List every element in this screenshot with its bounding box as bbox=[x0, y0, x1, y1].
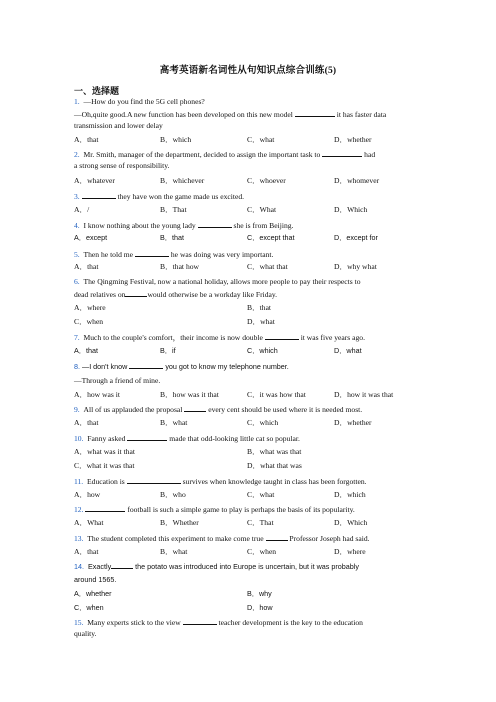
option-b[interactable]: B．why bbox=[247, 589, 272, 598]
option-c[interactable]: C．when bbox=[74, 603, 104, 612]
option-c[interactable]: C．whoever bbox=[247, 176, 286, 185]
answer-blank bbox=[265, 332, 299, 340]
question-5-stem: 5. Then he told me he was doing was very important. bbox=[74, 250, 274, 259]
option-a[interactable]: A．that bbox=[74, 418, 99, 427]
answer-blank bbox=[82, 191, 116, 199]
answer-blank bbox=[127, 433, 167, 441]
option-d[interactable]: D．why what bbox=[334, 262, 377, 271]
option-b[interactable]: B．who bbox=[160, 490, 186, 499]
option-a[interactable]: A．that bbox=[74, 547, 99, 556]
answer-blank bbox=[85, 504, 125, 512]
answer-blank bbox=[295, 109, 335, 117]
question-6-stem: 6. The Qingming Festival, now a national holiday, allows more people to pay their respects to bbox=[74, 277, 361, 286]
option-c[interactable]: C．it was how that bbox=[247, 390, 306, 399]
option-d[interactable]: D．what bbox=[247, 317, 275, 326]
question-15-line-2: quality. bbox=[74, 629, 97, 638]
question-12-stem: 12. football is such a simple game to play is perhaps the basis of its popularity. bbox=[74, 505, 355, 514]
option-c[interactable]: C．which bbox=[247, 346, 278, 355]
question-4-stem: 4. I know nothing about the young lady she is from Beijing. bbox=[74, 221, 294, 230]
option-a[interactable]: A．/ bbox=[74, 205, 90, 214]
option-a[interactable]: A．where bbox=[74, 303, 106, 312]
option-d[interactable]: D．what bbox=[334, 346, 362, 355]
question-2-stem: 2. Mr. Smith, manager of the department, decided to assign the important task to had bbox=[74, 150, 376, 159]
answer-blank bbox=[183, 617, 217, 625]
option-c[interactable]: C．what that bbox=[247, 262, 288, 271]
question-11-stem: 11. Education is survives when knowledge taught in class has been forgotten. bbox=[74, 477, 367, 486]
option-b[interactable]: B．how was it that bbox=[160, 390, 219, 399]
question-1-line-2: —Oh,quite good.A new function has been developed on this new model it has faster data bbox=[74, 110, 387, 119]
option-b[interactable]: B．that how bbox=[160, 262, 200, 271]
option-b[interactable]: B．that bbox=[160, 233, 184, 242]
option-b[interactable]: B．whichever bbox=[160, 176, 205, 185]
answer-blank bbox=[135, 249, 169, 257]
question-8-line-2: —Through a friend of mine. bbox=[74, 376, 161, 385]
option-d[interactable]: D．whether bbox=[334, 418, 372, 427]
question-1-stem: 1. —How do you find the 5G cell phones? bbox=[74, 97, 205, 106]
option-b[interactable]: B．if bbox=[160, 346, 176, 355]
option-a[interactable]: A．that bbox=[74, 135, 99, 144]
option-d[interactable]: D．what that was bbox=[247, 461, 302, 470]
section-heading: 一、选择题 bbox=[74, 86, 120, 96]
option-c[interactable]: C．except that bbox=[247, 233, 295, 242]
answer-blank bbox=[111, 561, 133, 569]
option-c[interactable]: C．when bbox=[247, 547, 277, 556]
answer-blank bbox=[125, 289, 147, 297]
option-c[interactable]: C．What bbox=[247, 205, 277, 214]
option-a[interactable]: A．whatever bbox=[74, 176, 115, 185]
option-c[interactable]: C．what it was that bbox=[74, 461, 135, 470]
option-a[interactable]: A．that bbox=[74, 262, 99, 271]
option-b[interactable]: B．That bbox=[160, 205, 187, 214]
option-b[interactable]: B．what bbox=[160, 547, 188, 556]
question-7-stem: 7. Much to the couple's comfort，their income is now double it was five years ago. bbox=[74, 333, 366, 342]
option-a[interactable]: A．that bbox=[74, 346, 98, 355]
question-3-stem: 3. they have won the game made us excited. bbox=[74, 192, 245, 201]
option-b[interactable]: B．what was that bbox=[247, 447, 302, 456]
option-c[interactable]: C．which bbox=[247, 418, 279, 427]
option-d[interactable]: D．Which bbox=[334, 205, 368, 214]
answer-blank bbox=[322, 149, 362, 157]
question-6-line-2: dead relatives on would otherwise be a workday like Friday. bbox=[74, 290, 278, 299]
option-d[interactable]: D．whomever bbox=[334, 176, 380, 185]
question-14-line-2: around 1565. bbox=[74, 575, 117, 584]
option-a[interactable]: A．What bbox=[74, 518, 104, 527]
answer-blank bbox=[127, 476, 181, 484]
option-a[interactable]: A．whether bbox=[74, 589, 112, 598]
page-title: 高考英语新名词性从句知识点综合训练(5) bbox=[159, 66, 337, 76]
option-d[interactable]: D．whether bbox=[334, 135, 372, 144]
question-14-stem: 14. Exactly the potato was introduced into Europe is uncertain, but it was probably bbox=[74, 562, 359, 571]
option-b[interactable]: B．Whether bbox=[160, 518, 199, 527]
question-9-stem: 9. All of us applauded the proposal every cent should be used where it is needed most. bbox=[74, 405, 363, 414]
answer-blank bbox=[184, 404, 206, 412]
option-d[interactable]: D．how bbox=[247, 603, 273, 612]
option-d[interactable]: D．how it was that bbox=[334, 390, 394, 399]
answer-blank bbox=[129, 361, 163, 369]
option-a[interactable]: A．except bbox=[74, 233, 108, 242]
option-d[interactable]: D．Which bbox=[334, 518, 368, 527]
option-d[interactable]: D．except for bbox=[334, 233, 378, 242]
option-a[interactable]: A．what was it that bbox=[74, 447, 135, 456]
option-d[interactable]: D．where bbox=[334, 547, 366, 556]
question-1-line-3: transmission and lower delay bbox=[74, 121, 163, 130]
option-c[interactable]: C．what bbox=[247, 135, 275, 144]
question-13-stem: 13. The student completed this experiment to make come true Professor Joseph had said. bbox=[74, 534, 370, 543]
option-b[interactable]: B．which bbox=[160, 135, 192, 144]
question-15-stem: 15. Many experts stick to the view teacher development is the key to the education bbox=[74, 618, 363, 627]
question-10-stem: 10. Fanny asked made that odd-looking little cat so popular. bbox=[74, 434, 300, 443]
option-a[interactable]: A．how bbox=[74, 490, 101, 499]
option-c[interactable]: C．what bbox=[247, 490, 275, 499]
option-b[interactable]: B．that bbox=[247, 303, 272, 312]
question-8-stem: 8. —I don't know you got to know my telephone number. bbox=[74, 362, 289, 371]
answer-blank bbox=[198, 220, 232, 228]
question-2-line-2: a strong sense of responsibility. bbox=[74, 161, 170, 170]
option-b[interactable]: B．what bbox=[160, 418, 188, 427]
option-a[interactable]: A．how was it bbox=[74, 390, 120, 399]
option-c[interactable]: C．when bbox=[74, 317, 104, 326]
option-d[interactable]: D．which bbox=[334, 490, 366, 499]
answer-blank bbox=[266, 533, 288, 541]
option-c[interactable]: C．That bbox=[247, 518, 274, 527]
